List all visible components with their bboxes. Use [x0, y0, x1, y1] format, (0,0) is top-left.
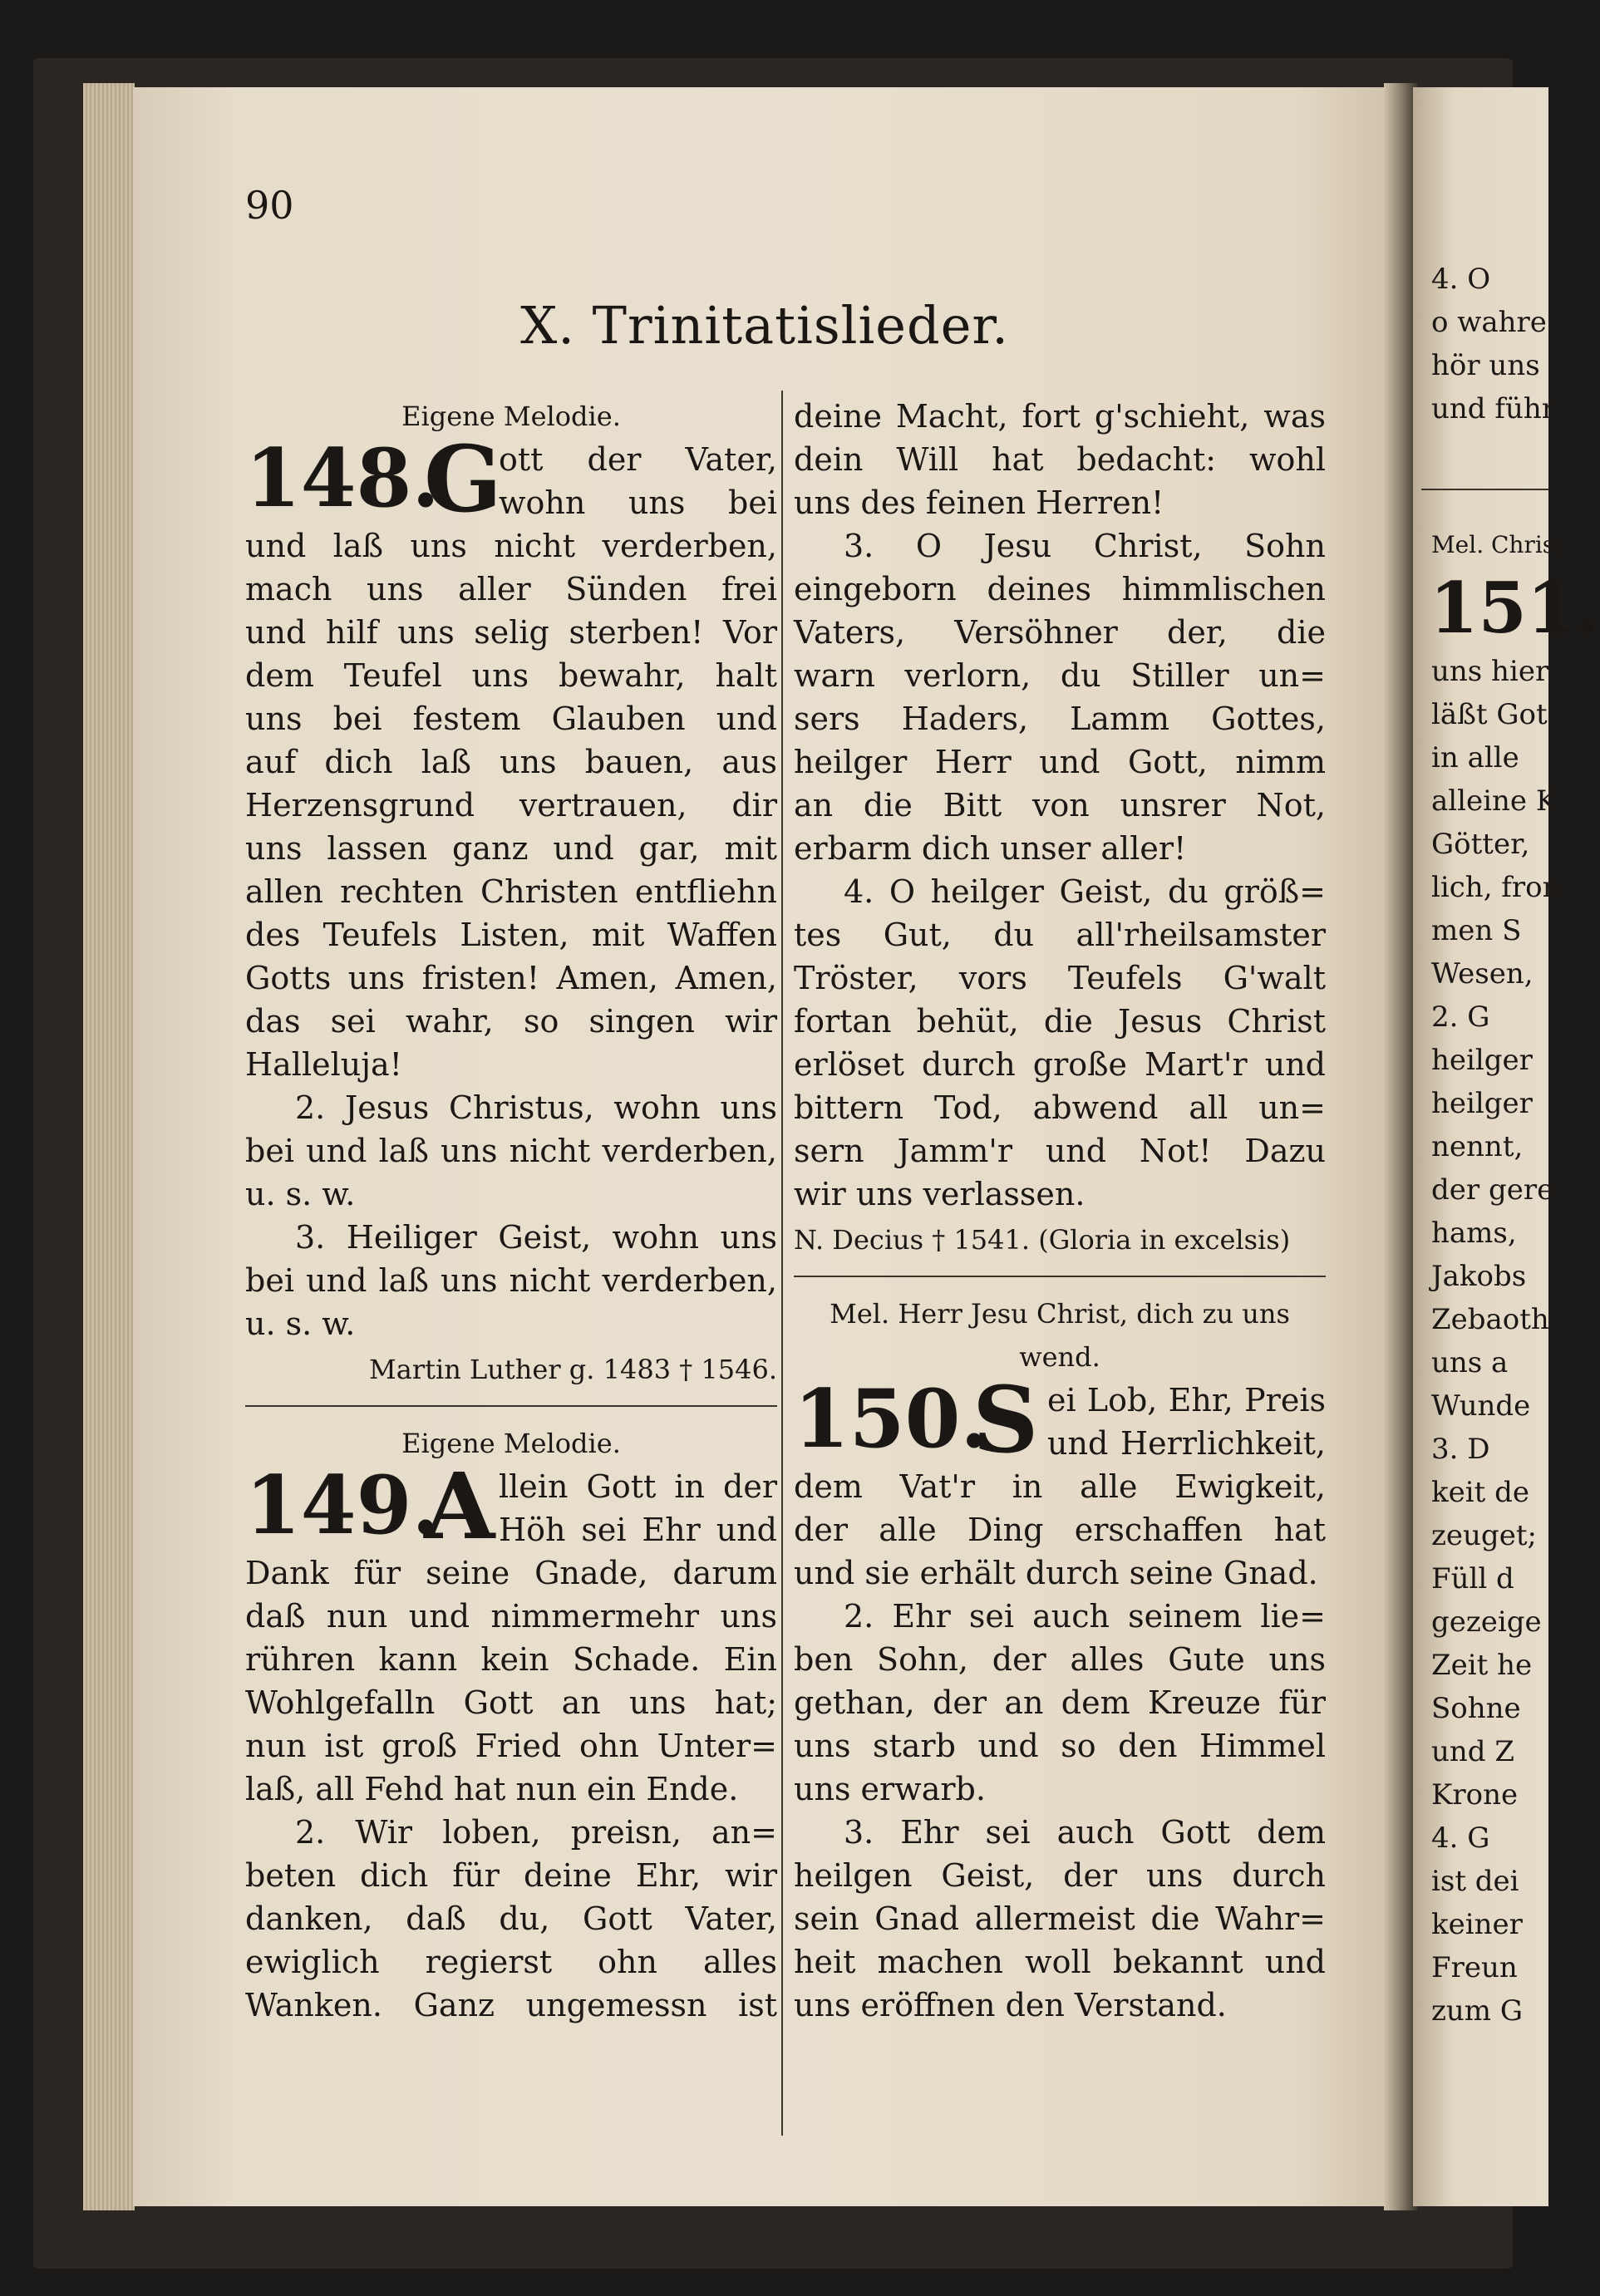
text-line: in alle: [1431, 741, 1519, 774]
hymn-149-verse-3: [794, 524, 1326, 870]
hymn-148-verse-1: [245, 524, 777, 1086]
text-line: daß nun und nimmermehr uns: [245, 1598, 777, 1635]
text-line: bei und laß uns nicht verderben,: [245, 1133, 777, 1169]
text-line: Dank für seine Gnade, darum: [245, 1555, 777, 1591]
text-line: Zeit he: [1431, 1649, 1533, 1682]
text-line: sein Gnad allermeist die Wahr=: [794, 1900, 1326, 1937]
text-line: keit de: [1431, 1476, 1529, 1509]
text-line: alleine K: [1431, 784, 1558, 818]
melody-note: Eigene Melodie.: [401, 401, 621, 432]
text-line: das sei wahr, so singen wir: [245, 1003, 777, 1040]
text-line: u. s. w.: [245, 1305, 356, 1342]
text-line: rühren kann kein Schade. Ein: [245, 1641, 777, 1678]
text-line: dem Vat'r in alle Ewigkeit,: [794, 1468, 1326, 1505]
text-line: heilger: [1431, 1044, 1533, 1077]
text-line: Götter,: [1431, 828, 1530, 861]
text-line: u. s. w.: [245, 1176, 356, 1212]
next-page-lines: [1413, 650, 1561, 2033]
text-line: uns eröffnen den Verstand.: [794, 1987, 1227, 2023]
column-divider: [781, 391, 783, 2136]
text-line: und Z: [1431, 1735, 1514, 1768]
page-edges: [83, 83, 135, 2210]
text-line: 2. Ehr sei auch seinem lie=: [844, 1598, 1326, 1635]
separator-rule: [245, 1405, 777, 1407]
text-line: Wohlgefalln Gott an uns hat;: [245, 1684, 777, 1721]
hymn-150-verse-2: [794, 1595, 1326, 1811]
hymn-148-verse-2: [245, 1086, 777, 1216]
text-line: uns erwarb.: [794, 1771, 986, 1807]
text-line: Sohne: [1431, 1692, 1521, 1725]
text-line: dein Will hat bedacht: wohl: [794, 441, 1326, 478]
text-line: deine Macht, fort g'schieht, was: [794, 398, 1326, 435]
melody-note: Eigene Melodie.: [401, 1428, 621, 1459]
text-line: erlöset durch große Mart'r und: [794, 1046, 1326, 1083]
text-line: Halleluja!: [245, 1046, 402, 1083]
text-line: Wesen,: [1431, 957, 1534, 991]
hymn-author: Martin Luther g. 1483 † 1546.: [369, 1354, 777, 1385]
separator-rule: [794, 1276, 1326, 1277]
text-line: gezeige: [1431, 1605, 1542, 1639]
text-line: keiner: [1431, 1908, 1523, 1941]
text-line: 3. D: [1431, 1433, 1490, 1466]
text-line: heilger Herr und Gott, nimm: [794, 744, 1326, 780]
right-column: [794, 395, 1326, 2027]
drop-cap: G: [424, 425, 502, 533]
text-line: ewiglich regierst ohn alles: [245, 1944, 777, 1980]
hymn-149-start: [245, 1453, 777, 1560]
text-line: danken, daß du, Gott Vater,: [245, 1900, 777, 1937]
text-line: Gotts uns fristen! Amen, Amen,: [245, 960, 777, 996]
text-line: sers Haders, Lamm Gottes,: [794, 701, 1326, 737]
hymn-150-start: [794, 1366, 1326, 1473]
text-line: men S: [1431, 914, 1522, 947]
text-line: zeuget;: [1431, 1519, 1537, 1552]
text-line: zum G: [1431, 1994, 1524, 2028]
hymn-149-verse-4: [794, 870, 1326, 1216]
text-line: uns bei festem Glauben und: [245, 701, 777, 737]
hymn-148-verse-3: [245, 1216, 777, 1345]
text-line: uns a: [1431, 1346, 1509, 1379]
hymn-148-start: [245, 425, 777, 533]
text-line: beten dich für deine Ehr, wir: [245, 1857, 777, 1894]
text-line: und führ: [1431, 392, 1555, 425]
text-line: 3. Heiliger Geist, wohn uns: [295, 1219, 777, 1256]
text-line: allen rechten Christen entfliehn: [245, 873, 777, 910]
text-line: ben Sohn, der alles Gute uns: [794, 1641, 1326, 1678]
text-line: bittern Tod, abwend all un=: [794, 1089, 1326, 1126]
text-line: Jakobs: [1431, 1260, 1527, 1293]
hymn-first-line: ei Lob, Ehr, Preis: [1047, 1382, 1326, 1418]
book-page-left: [133, 87, 1396, 2206]
text-line: und laß uns nicht verderben,: [245, 528, 777, 564]
hymn-149-continuation: [794, 395, 1326, 524]
text-line: uns lassen ganz und gar, mit: [245, 830, 777, 867]
text-line: laß, all Fehd hat nun ein Ende.: [245, 1771, 739, 1807]
hymn-first-line: und Herrlichkeit,: [1047, 1425, 1326, 1462]
text-line: 4. O: [1431, 263, 1491, 296]
text-line: nun ist groß Fried ohn Unter=: [245, 1728, 777, 1764]
next-page-top: [1413, 87, 1555, 430]
text-line: Füll d: [1431, 1562, 1514, 1595]
text-line: mach uns aller Sünden frei: [245, 571, 777, 607]
hymn-number: 149.: [245, 1458, 440, 1552]
text-line: und sie erhält durch seine Gnad.: [794, 1555, 1318, 1591]
text-line: 2. Wir loben, preisn, an=: [295, 1814, 777, 1851]
text-line: eingeborn deines himmlischen: [794, 571, 1326, 607]
text-line: Vaters, Versöhner der, die: [794, 614, 1326, 651]
hymn-149-verse-1: [245, 1551, 777, 1811]
text-line: Zebaoth: [1431, 1303, 1549, 1336]
text-line: wir uns verlassen.: [794, 1176, 1086, 1212]
text-line: tes Gut, du all'rheilsamster: [794, 917, 1326, 953]
text-line: Herzensgrund vertrauen, dir: [245, 787, 777, 824]
hymn-first-line: llein Gott in der: [499, 1468, 777, 1505]
text-line: sern Jamm'r und Not! Dazu: [794, 1133, 1326, 1169]
hymn-number: 148.: [245, 431, 440, 525]
text-line: gethan, der an dem Kreuze für: [794, 1684, 1326, 1721]
text-line: hör uns: [1431, 349, 1540, 382]
page-number: 90: [245, 183, 294, 228]
melody-note: Mel. Christ: [1431, 531, 1564, 558]
hymn-first-line: Höh sei Ehr und: [499, 1512, 777, 1548]
text-line: heilgen Geist, der uns durch: [794, 1857, 1326, 1894]
hymn-150-verse-1: [794, 1465, 1326, 1595]
text-line: 4. O heilger Geist, du größ=: [844, 873, 1326, 910]
text-line: lich, fron: [1431, 871, 1561, 904]
hymn-number: 151.: [1430, 567, 1600, 649]
text-line: der gere: [1431, 1173, 1554, 1207]
melody-note: wend.: [1019, 1341, 1100, 1373]
text-line: bei und laß uns nicht verderben,: [245, 1262, 777, 1299]
text-line: uns starb und so den Himmel: [794, 1728, 1326, 1764]
text-line: erbarm dich unser aller!: [794, 830, 1187, 867]
separator-rule: [1421, 489, 1548, 490]
text-line: 2. Jesus Christus, wohn uns: [295, 1089, 777, 1126]
hymn-author: N. Decius † 1541. (Gloria in excelsis): [794, 1224, 1291, 1256]
left-column: [245, 395, 777, 2027]
hymn-first-line: wohn uns bei: [499, 484, 777, 521]
text-line: heilger: [1431, 1087, 1533, 1120]
hymn-number: 150.: [794, 1372, 988, 1466]
text-line: an die Bitt von unsrer Not,: [794, 787, 1326, 824]
text-line: und hilf uns selig sterben! Vor: [245, 614, 777, 651]
hymn-150-verse-3: [794, 1811, 1326, 2027]
book-gutter: [1384, 83, 1417, 2210]
text-line: o wahre: [1431, 306, 1547, 339]
text-line: dem Teufel uns bewahr, halt: [245, 657, 777, 694]
section-title: X. Trinitatislieder.: [520, 295, 1009, 356]
text-line: 3. Ehr sei auch Gott dem: [844, 1814, 1326, 1851]
drop-cap: S: [972, 1366, 1039, 1473]
text-line: fortan behüt, die Jesus Christ: [794, 1003, 1326, 1040]
hymn-first-line: ott der Vater,: [499, 441, 777, 478]
text-line: Wanken. Ganz ungemessn ist: [245, 1987, 777, 2023]
text-line: hams,: [1431, 1217, 1517, 1250]
text-line: 3. O Jesu Christ, Sohn: [844, 528, 1326, 564]
melody-note: Mel. Herr Jesu Christ, dich zu uns: [830, 1298, 1290, 1330]
drop-cap: A: [424, 1453, 495, 1560]
text-line: warn verlorn, du Stiller un=: [794, 657, 1326, 694]
text-line: Krone: [1431, 1778, 1519, 1812]
text-line: läßt Got: [1431, 698, 1548, 731]
text-line: des Teufels Listen, mit Waffen: [245, 917, 777, 953]
text-line: ist dei: [1431, 1865, 1519, 1898]
book-page-right-partial: [1413, 87, 1600, 2206]
text-line: Freun: [1431, 1951, 1518, 1984]
hymn-149-verse-2: [245, 1811, 777, 2027]
text-line: uns des feinen Herren!: [794, 484, 1164, 521]
text-line: heit machen woll bekannt und: [794, 1944, 1326, 1980]
text-line: der alle Ding erschaffen hat: [794, 1512, 1326, 1548]
text-line: nennt,: [1431, 1130, 1524, 1163]
text-line: 2. G: [1431, 1001, 1490, 1034]
text-line: uns hier: [1431, 655, 1549, 688]
text-line: Tröster, vors Teufels G'walt: [794, 960, 1326, 996]
text-line: 4. G: [1431, 1822, 1490, 1855]
text-line: Wunde: [1431, 1389, 1531, 1423]
text-line: auf dich laß uns bauen, aus: [245, 744, 777, 780]
